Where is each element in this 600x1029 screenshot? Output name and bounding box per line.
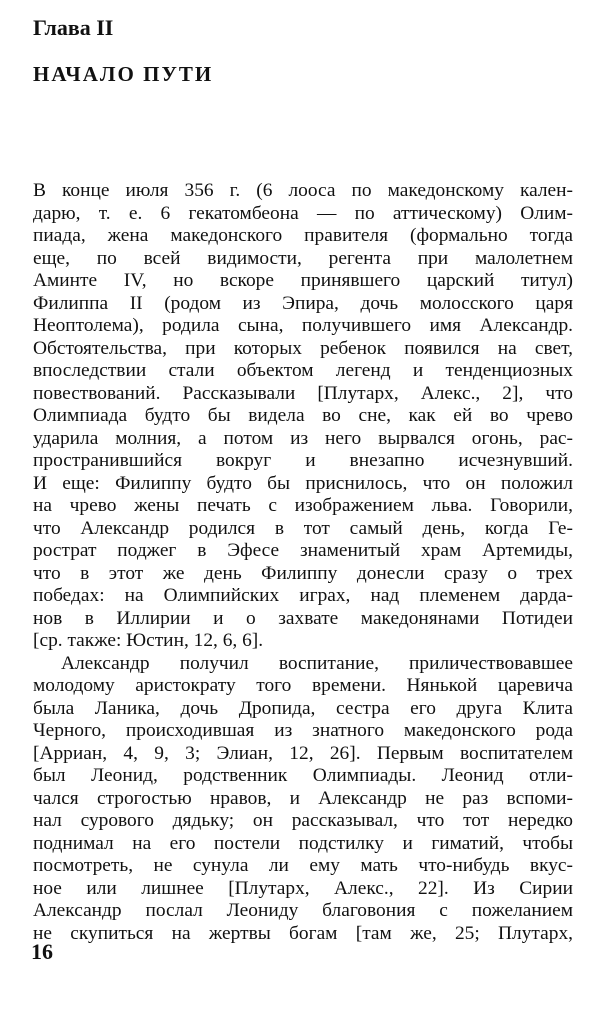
text-line: повествований. Рассказывали [Плутарх, Алекс., 2], что [33, 382, 573, 404]
text-line: Неоптолема), родила сына, получившего имя Александр. [33, 315, 573, 336]
text-line: не скупиться на жертвы богам [там же, 25; Плутарх, [33, 922, 573, 944]
text-line: еще, по всей видимости, регента при малолетнем [33, 247, 573, 269]
text-line: ное или лишнее [Плутарх, Алекс., 22]. Из Сирии [33, 877, 573, 899]
text-line: что в этот же день Филиппу донесли сразу о трех [33, 562, 573, 584]
chapter-label: Глава II [33, 15, 114, 40]
body-text [33, 180, 573, 945]
text-line: Черного, происходившая из знатного македонского рода [33, 720, 573, 741]
text-line: рострат поджег в Эфесе знаменитый храм Артемиды, [33, 540, 573, 561]
paragraph-2 [33, 653, 573, 946]
text-line: Обстоятельства, при которых ребенок появился на свет, [33, 337, 573, 359]
text-line: на чрево жены печать с изображением льва. Говорили, [33, 495, 573, 516]
text-line: [ср. также: Юстин, 12, 6, 6]. [33, 630, 264, 651]
text-line: дарю, т. е. 6 гекатомбеона — по аттическому) Олим- [33, 202, 573, 224]
text-line: И еще: Филиппу будто бы приснилось, что он положил [33, 472, 573, 494]
paragraph-1 [33, 180, 573, 653]
text-line: молодому аристократу того времени. Нянькой царевича [33, 675, 573, 696]
text-line: что Александр родился в тот самый день, когда Ге- [33, 517, 573, 539]
text-line: В конце июля 356 г. (6 лооса по македонскому кален- [33, 180, 573, 201]
page-number: 16 [31, 939, 53, 964]
text-line: посмотреть, не сунула ли ему мать что-нибудь вкус- [33, 855, 573, 876]
text-line: чался строгостью нравов, и Александр не раз вспоми- [33, 787, 573, 809]
text-line: нал сурового дядьку; он рассказывал, что тот нередко [33, 810, 573, 831]
text-line: пространившийся вокруг и внезапно исчезнувший. [33, 450, 573, 471]
text-line: нов в Иллирии и о захвате македонянами Потидеи [33, 607, 573, 629]
text-line: был Леонид, родственник Олимпиады. Леонид отли- [33, 765, 573, 786]
text-line: пиада, жена македонского правителя (формально тогда [33, 225, 573, 246]
text-line: была Ланика, дочь Дропида, сестра его друга Клита [33, 697, 573, 719]
text-line: поднимал на его постели подстилку и гиматий, чтобы [33, 832, 573, 854]
text-line: Аминте IV, но вскоре принявшего царский титул) [33, 270, 573, 291]
text-line: ударила молния, а потом из него вырвался огонь, рас- [33, 427, 573, 449]
chapter-title: НАЧАЛО ПУТИ [33, 62, 214, 86]
text-line: впоследствии стали объектом легенд и тенденциозных [33, 360, 573, 381]
text-line: [Арриан, 4, 9, 3; Элиан, 12, 26]. Первым воспитателем [33, 742, 573, 764]
text-line: Филиппа II (родом из Эпира, дочь молосского царя [33, 292, 573, 314]
text-line: Александр получил воспитание, приличествовавшее [61, 652, 573, 674]
text-line: победах: на Олимпийских играх, над племенем дарда- [33, 585, 573, 606]
text-line: Олимпиада будто бы видела во сне, как ей во чрево [33, 405, 573, 426]
text-line: Александр послал Леониду благовония с пожеланием [33, 900, 573, 921]
